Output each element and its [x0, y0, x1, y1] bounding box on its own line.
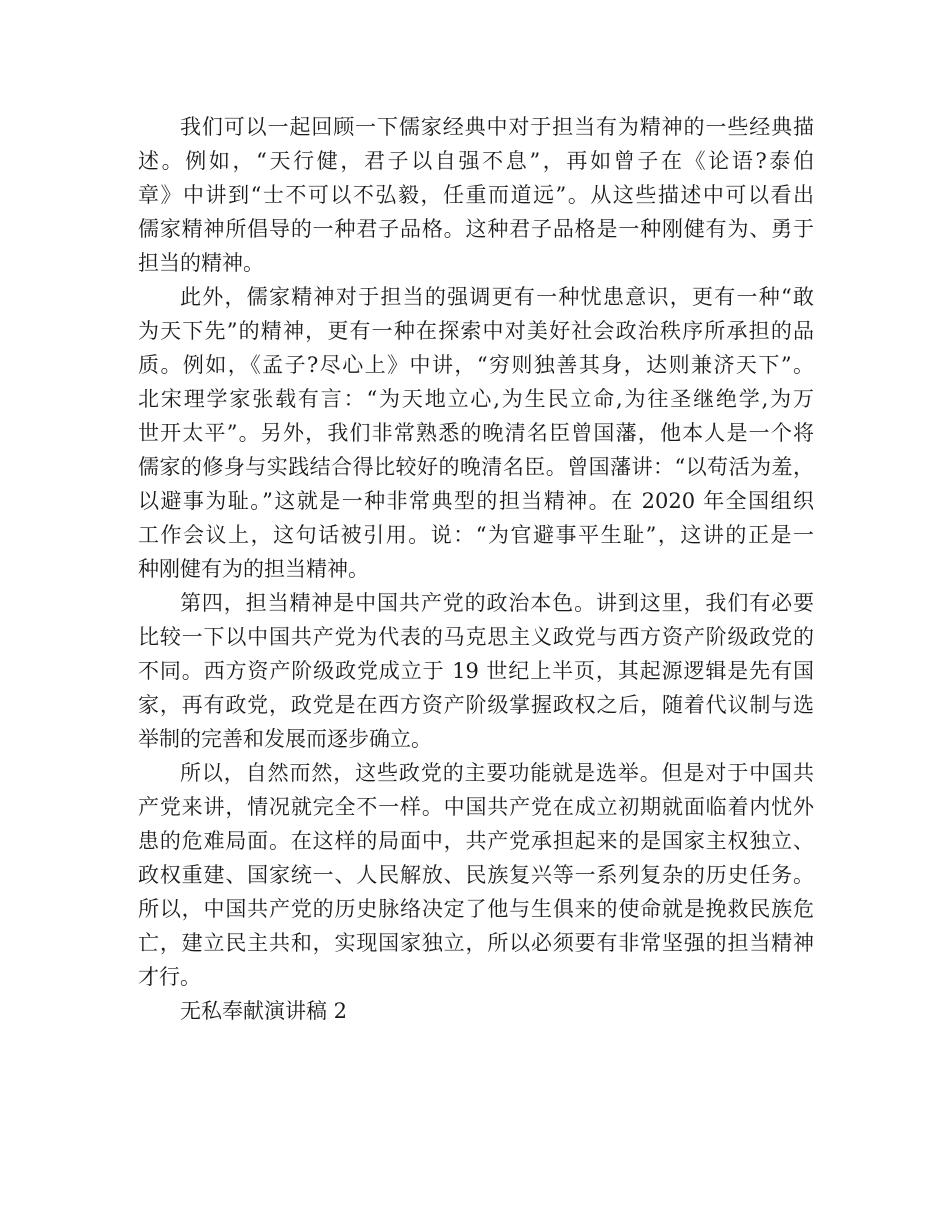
document-page — [138, 110, 814, 1028]
text-line: 比较一下以中国共产党为代表的马克思主义政党与西方资产阶级政党的 — [138, 625, 814, 649]
text-line: 章》中讲到“士不可以不弘毅，任重而道远”。从这些描述中可以看出 — [138, 183, 814, 207]
text-line: 为天下先”的精神，更有一种在探索中对美好社会政治秩序所承担的品 — [138, 319, 814, 343]
text-line: 此外，儒家精神对于担当的强调更有一种忧患意识，更有一种“敢 — [180, 285, 814, 309]
text-line: 不同。西方资产阶级政党成立于 19 世纪上半页，其起源逻辑是先有国 — [138, 659, 814, 683]
text-line: 所以，自然而然，这些政党的主要功能就是选举。但是对于中国共 — [180, 761, 814, 785]
text-line: 种刚健有为的担当精神。 — [138, 557, 369, 581]
text-line: 第四，担当精神是中国共产党的政治本色。讲到这里，我们有必要 — [180, 591, 814, 615]
text-line: 才行。 — [138, 965, 201, 989]
text-line: 家，再有政党，政党是在西方资产阶级掌握政权之后，随着代议制与选 — [138, 693, 814, 717]
paragraph-4 — [138, 756, 814, 994]
text-line: 政权重建、国家统一、人民解放、民族复兴等一系列复杂的历史任务。 — [138, 863, 814, 887]
text-line: 工作会议上，这句话被引用。说：“为官避事平生耻”，这讲的正是一 — [138, 523, 814, 547]
text-line: 以避事为耻。”这就是一种非常典型的担当精神。在 2020 年全国组织 — [138, 489, 814, 513]
text-line: 担当的精神。 — [138, 251, 264, 275]
text-line: 质。例如，《孟子?尽心上》中讲，“穷则独善其身，达则兼济天下”。 — [138, 353, 814, 377]
text-line: 儒家的修身与实践结合得比较好的晚清名臣。曾国藩讲：“以苟活为羞， — [138, 455, 814, 479]
text-line: 北宋理学家张载有言：“为天地立心,为生民立命,为往圣继绝学,为万 — [138, 387, 814, 411]
section-heading: 无私奉献演讲稿 2 — [180, 999, 348, 1023]
paragraph-2 — [138, 280, 814, 586]
text-line: 我们可以一起回顾一下儒家经典中对于担当有为精神的一些经典描 — [180, 115, 814, 139]
text-line: 所以，中国共产党的历史脉络决定了他与生俱来的使命就是挽救民族危 — [138, 897, 814, 921]
text-line: 产党来讲，情况就完全不一样。中国共产党在成立初期就面临着内忧外 — [138, 795, 814, 819]
text-line: 儒家精神所倡导的一种君子品格。这种君子品格是一种刚健有为、勇于 — [138, 217, 814, 241]
text-line: 亡，建立民主共和，实现国家独立，所以必须要有非常坚强的担当精神 — [138, 931, 814, 955]
paragraph-3 — [138, 586, 814, 756]
paragraph-1 — [138, 110, 814, 280]
text-line: 世开太平”。另外，我们非常熟悉的晚清名臣曾国藩，他本人是一个将 — [138, 421, 814, 445]
text-line: 述。例如，“天行健，君子以自强不息”，再如曾子在《论语?泰伯 — [138, 149, 814, 173]
text-line: 患的危难局面。在这样的局面中，共产党承担起来的是国家主权独立、 — [138, 829, 814, 853]
text-line: 举制的完善和发展而逐步确立。 — [138, 727, 432, 751]
